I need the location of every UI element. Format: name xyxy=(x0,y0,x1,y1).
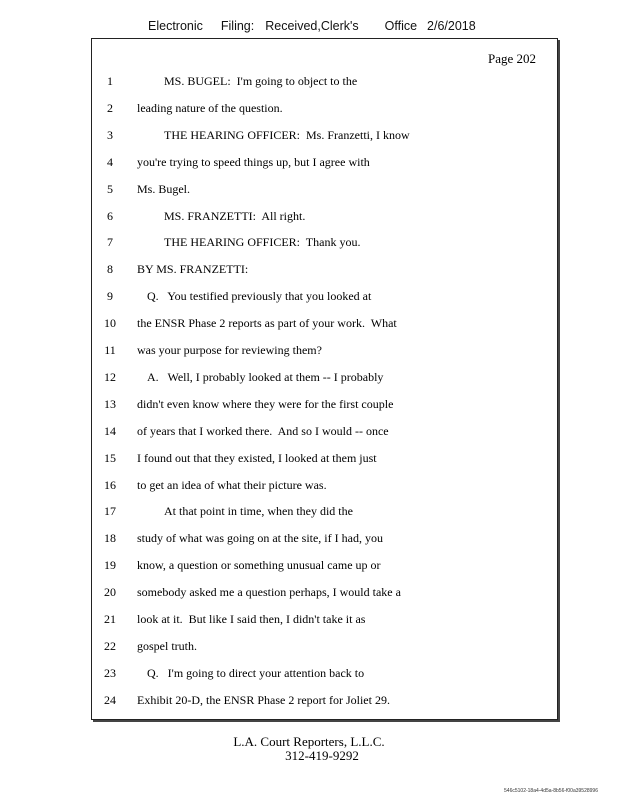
line-text: I found out that they existed, I looked at them just xyxy=(137,450,377,465)
line-text: At that point in time, when they did the xyxy=(164,504,353,519)
line-number: 22 xyxy=(104,638,116,653)
line-number: 10 xyxy=(104,316,116,331)
line-text: to get an idea of what their picture was. xyxy=(137,477,327,492)
line-text: leading nature of the question. xyxy=(137,100,283,115)
line-number: 17 xyxy=(104,504,116,519)
line-number: 20 xyxy=(104,585,116,600)
header-word-office: Office xyxy=(384,19,418,33)
line-number: 13 xyxy=(104,396,116,411)
line-text: didn't even know where they were for the first couple xyxy=(137,396,394,411)
line-number: 8 xyxy=(107,262,113,277)
line-text: Q. You testified previously that you looked at xyxy=(147,289,372,304)
line-text: was your purpose for reviewing them? xyxy=(137,343,322,357)
line-number: 16 xyxy=(104,477,116,492)
line-text: you're trying to speed things up, but I agree with xyxy=(137,154,370,169)
line-number: 2 xyxy=(107,100,113,115)
line-text: A. Well, I probably looked at them -- I probably xyxy=(147,369,384,384)
line-text: Ms. Bugel. xyxy=(137,181,191,196)
line-number: 21 xyxy=(104,612,116,626)
page-number: Page 202 xyxy=(488,51,537,66)
header-date: 2/6/2018 xyxy=(427,19,476,33)
line-text: MS. BUGEL: I'm going to object to the xyxy=(164,74,358,88)
header-word-electronic: Electronic xyxy=(148,19,203,33)
header-word-filing: Filing: xyxy=(220,19,255,33)
line-text: gospel truth. xyxy=(137,638,197,653)
line-text: look at it. But like I said then, I didn't take it as xyxy=(137,612,366,626)
line-number: 5 xyxy=(107,181,113,196)
line-text: BY MS. FRANZETTI: xyxy=(137,262,249,277)
line-number: 24 xyxy=(104,692,116,707)
line-text: THE HEARING OFFICER: Thank you. xyxy=(164,235,361,250)
line-text: MS. FRANZETTI: All right. xyxy=(164,208,306,223)
line-number: 1 xyxy=(107,74,113,88)
line-number: 15 xyxy=(104,450,116,465)
line-number: 18 xyxy=(104,531,116,546)
document-hash: 546c5102-18a4-4d5a-8b56-f00a39528996 xyxy=(504,788,598,794)
footer-company: L.A. Court Reporters, L.L.C. xyxy=(233,734,385,749)
line-text: Exhibit 20-D, the ENSR Phase 2 report for Joliet 29. xyxy=(137,692,390,707)
line-number: 23 xyxy=(104,665,116,680)
line-text: know, a question or something unusual came up or xyxy=(137,558,381,573)
line-number: 3 xyxy=(107,127,113,142)
line-text: of years that I worked there. And so I would -- once xyxy=(137,423,389,438)
line-number: 6 xyxy=(107,208,113,223)
line-number: 14 xyxy=(104,423,116,438)
line-text: somebody asked me a question perhaps, I would take a xyxy=(137,585,401,600)
line-number: 19 xyxy=(104,558,116,573)
footer-phone: 312-419-9292 xyxy=(285,748,359,763)
line-number: 12 xyxy=(104,369,116,384)
line-number: 9 xyxy=(107,289,113,304)
line-text: study of what was going on at the site, if I had, you xyxy=(137,531,383,546)
header-word-received: Received,Clerk's xyxy=(265,19,359,33)
line-number: 7 xyxy=(107,235,113,250)
line-text: THE HEARING OFFICER: Ms. Franzetti, I know xyxy=(164,127,410,142)
line-text: the ENSR Phase 2 reports as part of your work. What xyxy=(137,316,397,331)
filing-header xyxy=(148,19,476,33)
line-number: 11 xyxy=(104,343,116,357)
line-number: 4 xyxy=(107,154,113,169)
line-text: Q. I'm going to direct your attention back to xyxy=(147,665,365,680)
